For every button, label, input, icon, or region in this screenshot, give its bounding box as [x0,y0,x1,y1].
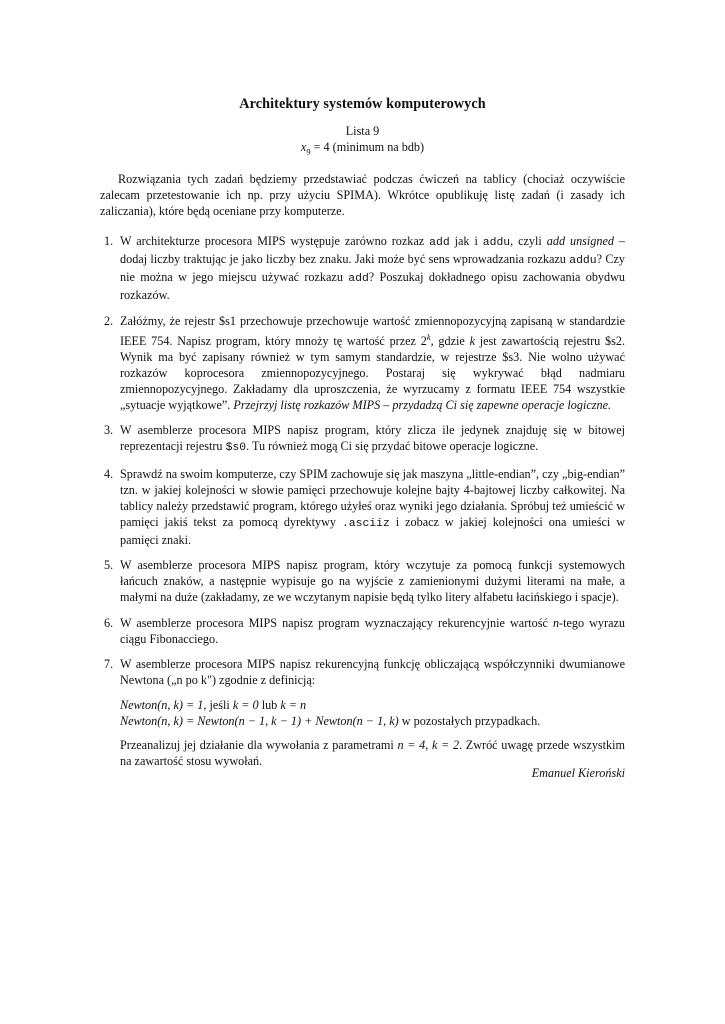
intro-paragraph: Rozwiązania tych zadań będziemy przedstawiać podczas ćwiczeń na tablicy (chociaż oczywiście zalecam przetestowanie ich np. przy użyciu SPIMA). Wkrótce opublikuję listę zadań (i zasady ich zaliczania), które będą oceniane przy komputerze. [100,172,625,218]
formula-expr: Newton(n, k) = Newton(n − 1, k − 1) + Newton(n − 1, k) [120,714,399,729]
task-text: -tego wyrazu ciągu Fibonacciego. [120,615,625,646]
task-3 [100,422,625,456]
formula-text: w pozostałych przypadkach. [398,714,541,729]
italic-term: add unsigned [546,234,614,248]
task-text: – dodaj liczby traktując je jako liczby bez znaku. Jaki może być sens wprowadzania rozkazu [120,234,626,266]
list-label: Lista 9 [345,124,380,138]
task-number: 3. [104,423,114,438]
param-k: k = 2 [431,738,460,753]
points-variable: x [300,140,307,154]
task-number: 2. [104,313,114,328]
task-text: ? Czy nie można w jego miejscu używać rozkazu [120,252,626,284]
formula-expr: k = n [280,698,307,713]
task-text: , czyli [510,234,547,248]
task-2 [100,313,625,413]
variable-k: k [469,333,475,348]
task-4 [100,466,625,548]
task-text: jak i [449,234,483,248]
task-text: , gdzie [430,333,470,348]
code-register: $s0 [225,442,247,455]
task-5 [100,557,625,605]
code-add: add [429,237,450,249]
task-number: 4. [104,466,114,481]
formula-line-1 [120,697,625,713]
task-text: i zobacz w jakiej kolejności ona umieści w pamięci znaki. [120,514,626,547]
formula-text: , jeśli [203,698,233,713]
param-n: n = 4 [397,738,426,753]
task-text: , [425,738,432,753]
formula-expr: Newton(n, k) = 1 [120,698,204,713]
formula-text: lub [258,698,281,713]
variable-n: n [552,615,560,630]
code-addu: addu [482,237,511,249]
task-text: W asemblerze procesora MIPS napisz rekurencyjną funkcję obliczającą współczynniki dwumianowe Newtona („n po k") zgodnie z definicją: [120,657,625,688]
task-text: W architekturze procesora MIPS występuje zarówno rozkaz [120,234,430,248]
task-6 [100,615,625,647]
task-number: 1. [104,234,114,248]
points-text: = 4 (minimum na bdb) [310,140,425,154]
task-text: Załóżmy, że rejestr $s1 przechowuje przechowuje wartość zmiennopozycyjną zapisaną w standardzie IEEE 754. Napisz program, który mnoży tę wartość przez 2 [120,313,625,348]
code-directive: .asciiz [341,517,390,530]
formula-line-2 [120,713,625,729]
task-text: Przeanalizuj jej działanie dla wywołania z parametrami [120,738,398,753]
task-text: W asemblerze procesora MIPS napisz program wyznaczający rekurencyjnie wartość [120,615,553,630]
task-text: ? Poszukaj dokładnego opisu zachowania obydwu rozkazów. [120,270,625,302]
task-7 [100,656,625,769]
task-1 [100,233,625,303]
task-text: . Tu również mogą Ci się przydać bitowe operacje logiczne. [246,439,539,454]
task-list [100,233,625,779]
points-requirement [0,139,725,159]
task-text: . Zwróć uwagę przede wszystkim na zawartość stosu wywołań. [120,738,626,769]
italic-hint: Przejrzyj listę rozkazów MIPS – przydadzą Ci się zapewne operacje logiczne. [233,397,612,412]
definition-formula [120,697,625,729]
page-title: Architektury systemów komputerowych [239,96,486,112]
code-addu: addu [569,255,597,267]
task-text: W asemblerze procesora MIPS napisz program, który zlicza ile jedynek znajduję się w bitowej reprezentacji rejestru [120,423,625,454]
code-add: add [348,273,369,285]
task-text: W asemblerze procesora MIPS napisz program, który wczytuje za pomocą funkcji systemowych łańcuch znaków, a następnie wypisuje go na wyjście z zamienionymi dużymi literami na małe, a małymi na duże (zakładamy, ze we wczytanym napisie będą tylko litery alfabetu łacińskiego i spacje). [120,558,625,605]
formula-expr: k = 0 [232,698,259,713]
task-text: Sprawdź na swoim komputerze, czy SPIM zachowuje się jak maszyna „little-endian”, czy „big-endian” tzn. w jakiej kolejności w słowie pamięci przechowuje kolejne bajty 4-bajtowej liczby całkowitej. Na tablicy należy przedstawić program, którego użyłeś oraz wyniki jego działania. Spróbuj też umieścić w pamięci jakiś tekst za pomocą dyrektywy [120,466,625,529]
author-signature: Emanuel Kieroński [531,766,625,780]
exponent-k: k [426,331,431,342]
task-number: 5. [104,558,114,573]
points-subscript: 9 [306,146,311,157]
task-text: jest zawartością rejestru $s2. Wynik ma być zapisany również w tym samym standardzie, w rejestrze $s3. Nie wolno używać rozkazów koprocesora zmiennopozycyjnego. Postaraj się wykrywać błąd nadmiaru zmiennopozycyjnego. Zakładamy dla uproszczenia, że wyrzucamy z formatu IEEE 754 wszystkie „sytuacje wyjątkowe”. [120,333,625,412]
task-number: 7. [104,657,114,672]
task-number: 6. [104,615,114,630]
